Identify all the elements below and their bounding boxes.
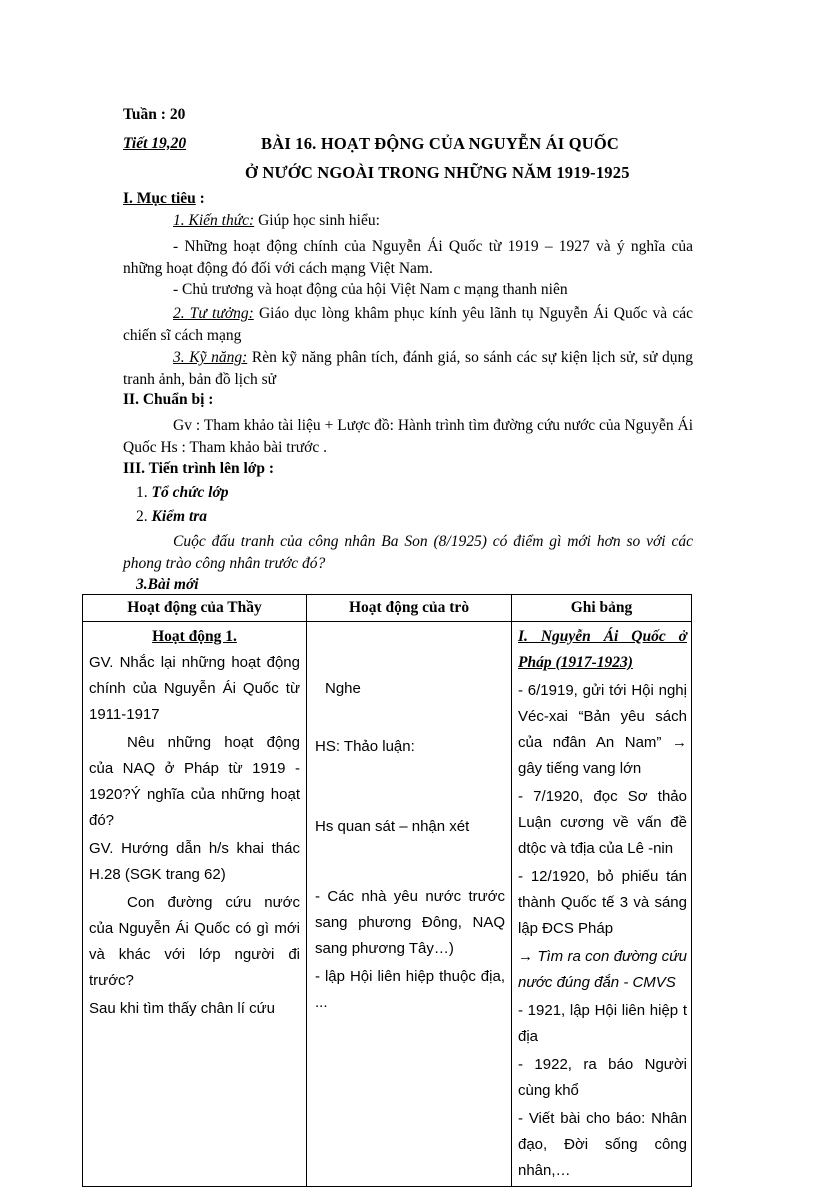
thought-paragraph: 2. Tư tưởng: Giáo dục lòng khâm phục kính yêu lãnh tụ Nguyễn Ái Quốc và các chiến sĩ cách mạng [123, 305, 693, 344]
week-label: Tuần : 20 [123, 106, 186, 123]
student-column [307, 622, 512, 1187]
table-row [83, 622, 692, 1187]
header-board: Ghi bảng [512, 595, 692, 622]
knowledge-label: 1. Kiến thức: [173, 212, 255, 229]
board-item: - 7/1920, đọc Sơ thảo Luận cương về vấn đề dtộc và tđịa của Lê -nin [518, 788, 687, 857]
board-item: - 12/1920, bỏ phiếu tán thành Quốc tế 3 và sáng lập ĐCS Pháp [518, 868, 687, 937]
board-item: - Viết bài cho báo: Nhân đạo, Đời sống công nhân,… [518, 1110, 687, 1179]
knowledge-item-2: - Chủ trương và hoạt động của hội Việt Nam c mạng thanh niên [173, 281, 568, 298]
teacher-item: Con đường cứu nước của Nguyễn Ái Quốc có gì mới và khác với lớp người đi trước? [89, 894, 300, 989]
knowledge-line: 1. Kiến thức: Giúp học sinh hiểu: [173, 212, 380, 229]
step-1: 1. Tổ chức lớp [136, 484, 229, 501]
lesson-title-line1: BÀI 16. HOẠT ĐỘNG CỦA NGUYỄN ÁI QUỐC [261, 134, 620, 153]
teacher-column [83, 622, 307, 1187]
teacher-item: GV. Hướng dẫn h/s khai thác H.28 (SGK trang 62) [89, 840, 300, 883]
table-header-row [83, 595, 692, 622]
student-item: - Các nhà yêu nước trước sang phương Đông, NAQ sang phương Tây…) [315, 888, 505, 957]
board-item: - 1922, ra báo Người cùng khổ [518, 1056, 687, 1099]
thought-label: 2. Tư tưởng: [173, 305, 254, 322]
skill-label: 3. Kỹ năng: [173, 349, 248, 366]
lesson-table [82, 594, 692, 1187]
header-teacher: Hoạt động của Thầy [83, 595, 307, 622]
teacher-item: Nêu những hoạt động của NAQ ở Pháp từ 1919 - 1920?Ý nghĩa của những hoạt đó? [89, 734, 300, 829]
student-item: Nghe [325, 680, 361, 697]
preparation-text: Gv : Tham khảo tài liệu + Lược đồ: Hành trình tìm đường cứu nước của Nguyễn Ái Quốc Hs : Tham khảo bài trước . [123, 417, 693, 456]
activity-title: Hoạt động 1. [152, 628, 237, 645]
board-section-title: I. Nguyễn Ái Quốc ở Pháp (1917-1923) [518, 628, 687, 671]
teacher-item: GV. Nhắc lại những hoạt động chính của Nguyễn Ái Quốc từ 1911-1917 [89, 654, 300, 723]
board-column [512, 622, 692, 1187]
board-item: - 6/1919, gửi tới Hội nghị Véc-xai “Bản yêu sách của nđân An Nam” → gây tiếng vang lớn [518, 682, 687, 777]
knowledge-item-1: - Những hoạt động chính của Nguyễn Ái Quốc từ 1919 – 1927 và ý nghĩa của những hoạt động đó đối với cách mạng Việt Nam. [123, 238, 693, 277]
student-item: HS: Thảo luận: [315, 738, 415, 755]
preparation-heading: II. Chuẩn bị : [123, 391, 214, 408]
review-question: Cuộc đấu tranh của công nhân Ba Son (8/1925) có điểm gì mới hơn so với các phong trào công nhân trước đó? [123, 533, 693, 572]
step-2: 2. Kiểm tra [136, 508, 208, 525]
teacher-item: Sau khi tìm thấy chân lí cứu [89, 1000, 275, 1017]
period-label: Tiết 19,20 [123, 135, 187, 152]
skill-paragraph: 3. Kỹ năng: Rèn kỹ năng phân tích, đánh giá, so sánh các sự kiện lịch sử, sử dụng tranh ảnh, bản đồ lịch sử [123, 349, 693, 388]
student-item: - lập Hội liên hiệp thuộc địa, ... [315, 968, 505, 1011]
objectives-heading: I. Mục tiêu : [123, 190, 205, 207]
board-item: - 1921, lập Hội liên hiệp t địa [518, 1002, 687, 1045]
step-3: 3.Bài mới [136, 576, 199, 593]
student-item: Hs quan sát – nhận xét [315, 818, 470, 835]
board-item: → Tìm ra con đường cứu nước đúng đắn - CMVS [518, 948, 687, 991]
lesson-title-line2: Ở NƯỚC NGOÀI TRONG NHỮNG NĂM 1919-1925 [245, 163, 630, 182]
process-heading: III. Tiến trình lên lớp : [123, 460, 274, 477]
header-student: Hoạt động của trò [307, 595, 512, 622]
